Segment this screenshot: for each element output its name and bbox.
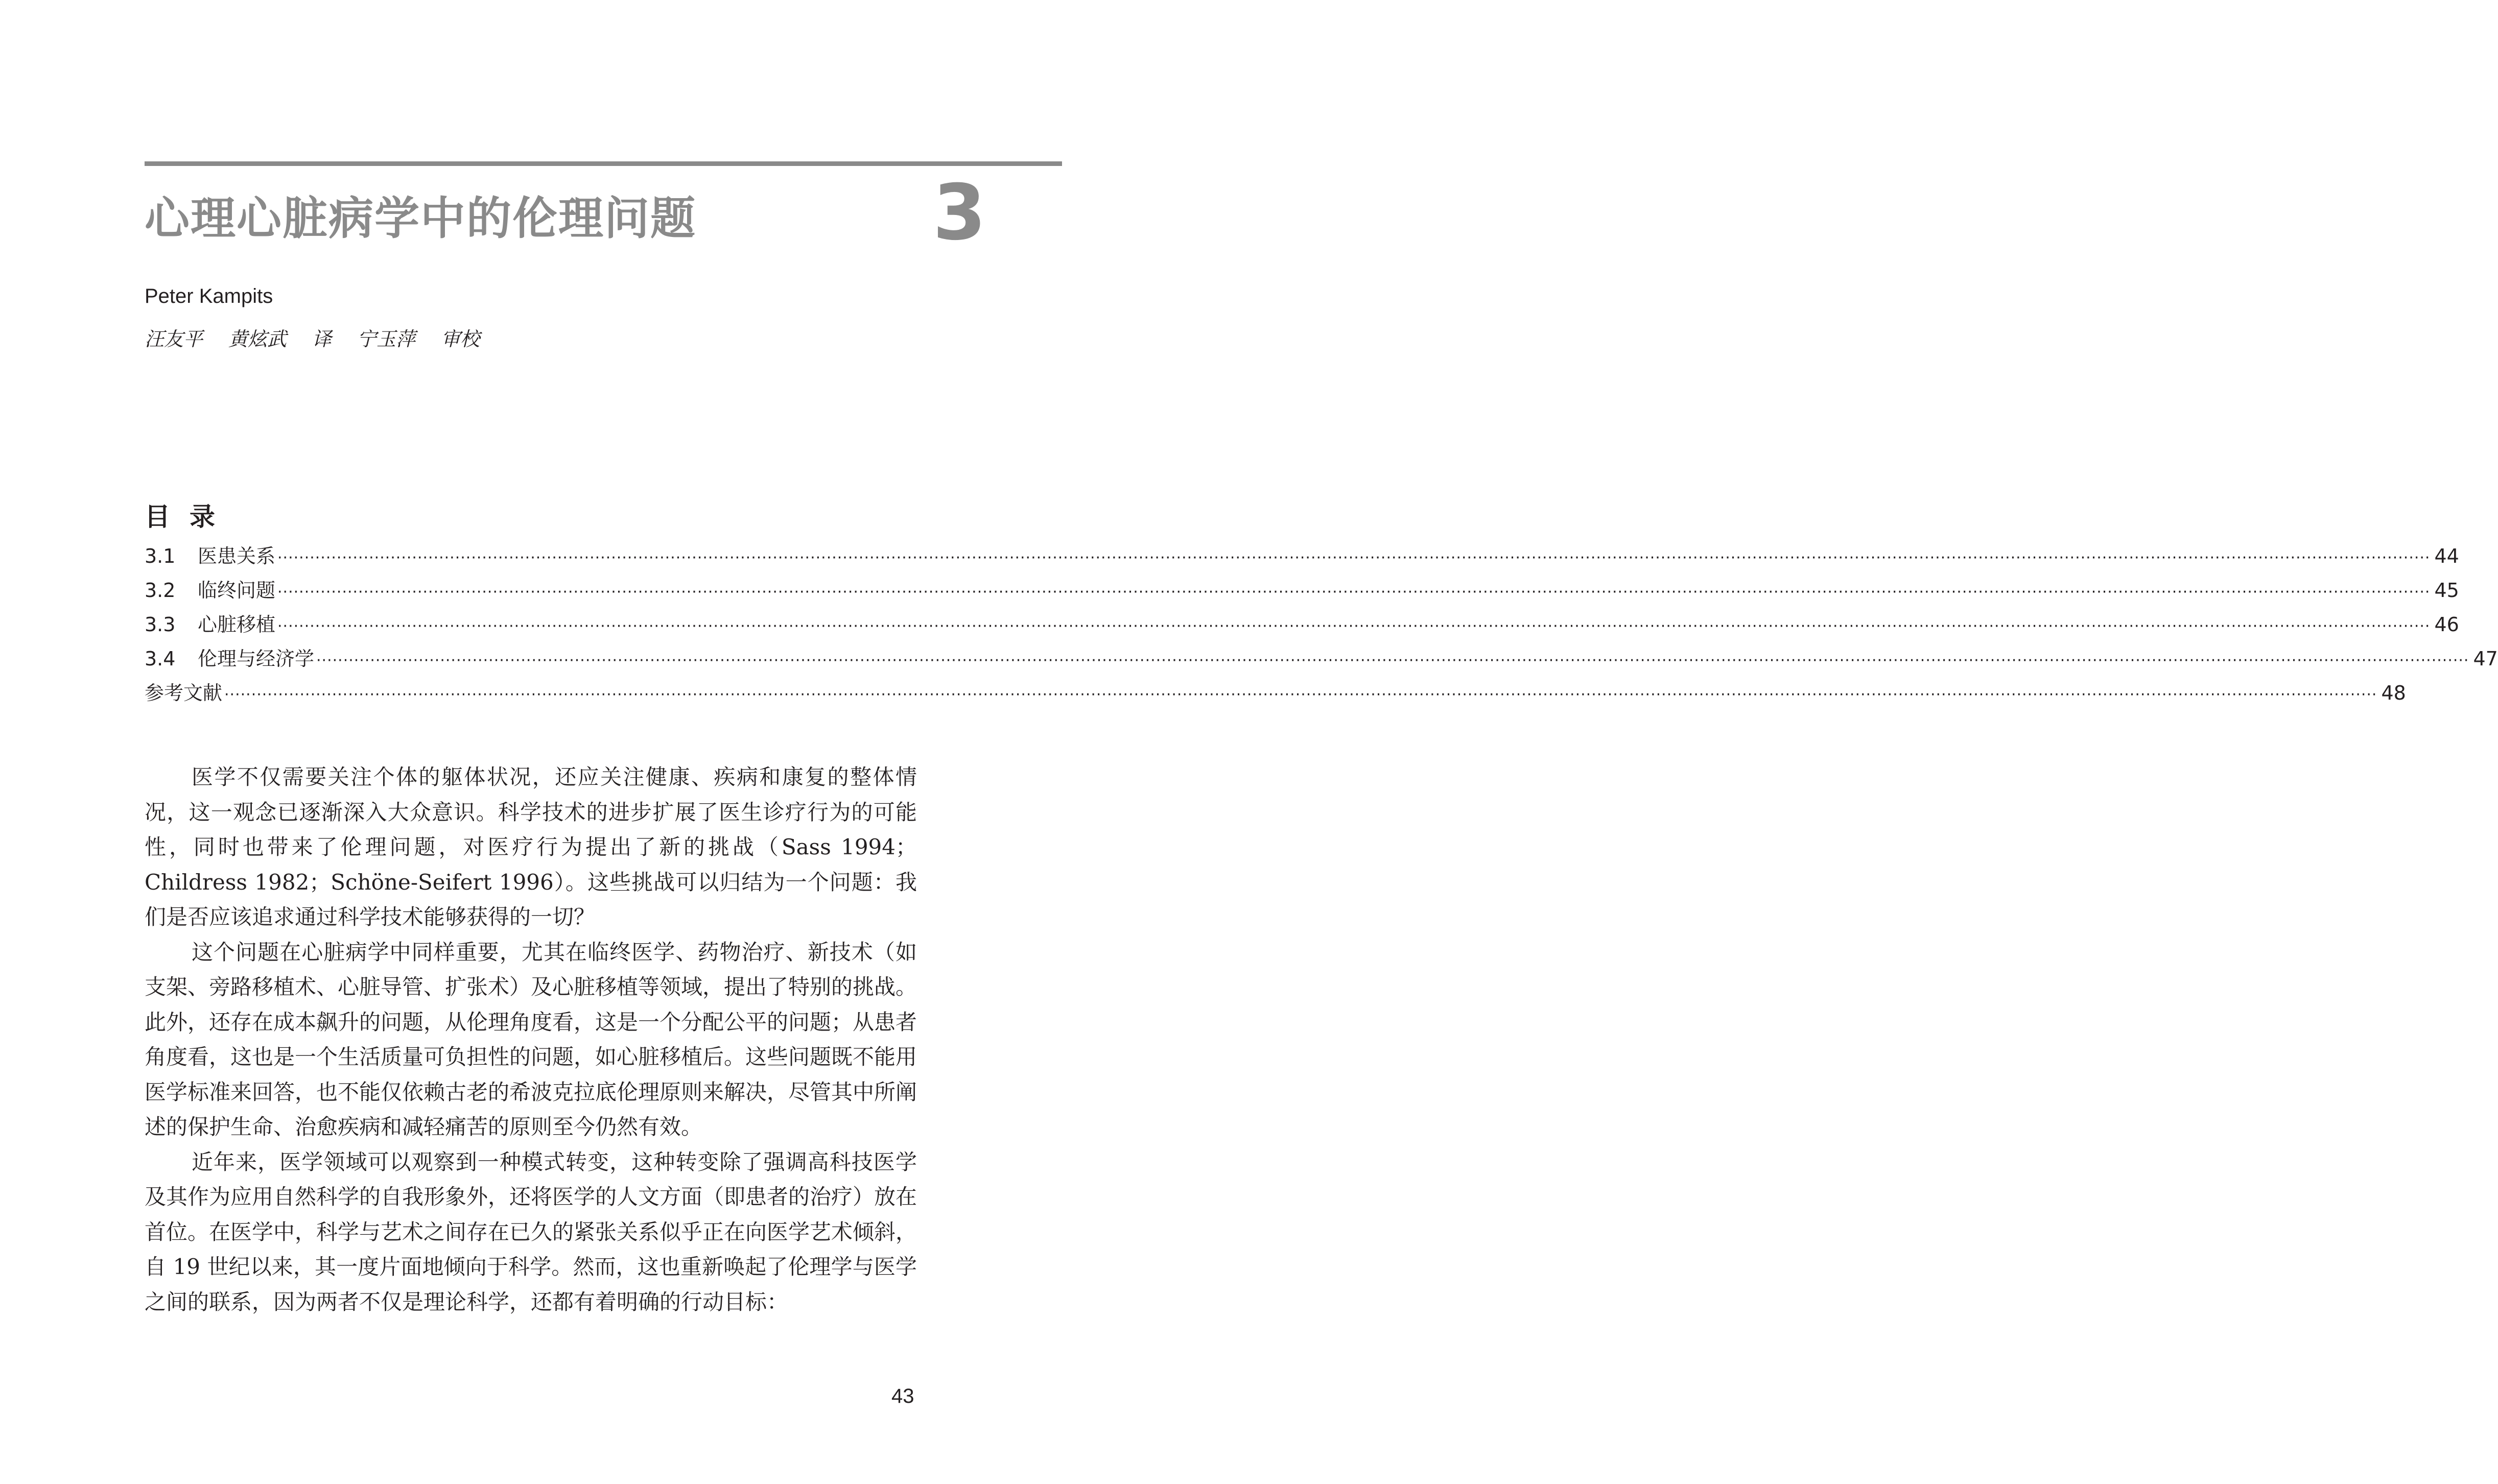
toc-entry-page: 45 xyxy=(2434,579,2459,602)
toc-entry-page: 46 xyxy=(2434,613,2459,636)
toc-leader-dots: ················································································································································································································································································································································································································ xyxy=(277,549,2431,567)
toc-entry-number: 3.4 xyxy=(145,648,176,670)
toc-heading: 目录 xyxy=(145,502,234,532)
reviewer-name: 宁玉萍 xyxy=(357,328,416,350)
toc-entry-title: 参考文献 xyxy=(145,682,223,704)
translation-role: 译 xyxy=(312,328,332,350)
toc-entry-number: 3.2 xyxy=(145,579,176,602)
toc-leader-dots: ················································································································································································································································································································································································································ xyxy=(224,686,2377,704)
toc-leader-dots: ················································································································································································································································································································································································································ xyxy=(316,652,2469,669)
toc-entry-page: 44 xyxy=(2434,545,2459,567)
toc-leader-dots: ················································································································································································································································································································································································································ xyxy=(277,583,2431,601)
chapter-header-rule xyxy=(145,161,1062,166)
translator-name: 黄炫武 xyxy=(228,328,287,350)
toc-entry-title: 伦理与经济学 xyxy=(198,648,315,670)
toc-entry-references[interactable] xyxy=(145,677,2406,711)
toc-entry-title: 心脏移植 xyxy=(198,613,276,636)
toc-leader-dots: ················································································································································································································································································································································································································ xyxy=(277,617,2431,635)
table-of-contents xyxy=(145,540,2498,711)
body-text xyxy=(145,760,917,1320)
paragraph: 近年来，医学领域可以观察到一种模式转变，这种转变除了强调高科技医学及其作为应用自然科学的自我形象外，还将医学的人文方面（即患者的治疗）放在首位。在医学中，科学与艺术之间存在已久的紧张关系似乎正在向医学艺术倾斜，自 19 世纪以来，其一度片面地倾向于科学。然而，这也重新唤起了伦理学与医学之间的联系，因为两者不仅是理论科学，还都有着明确的行动目标： xyxy=(145,1149,917,1314)
toc-entry-title: 临终问题 xyxy=(198,579,276,602)
toc-entry-page: 48 xyxy=(2381,682,2406,704)
translator-name: 汪友平 xyxy=(145,328,203,350)
toc-entry[interactable] xyxy=(145,575,2459,609)
paragraph: 医学不仅需要关注个体的躯体状况，还应关注健康、疾病和康复的整体情况，这一观念已逐渐深入大众意识。科学技术的进步扩展了医生诊疗行为的可能性，同时也带来了伦理问题，对医疗行为提出了新的挑战（Sass 1994；Childress 1982；Schöne-Seifert 1996）。这些挑战可以归结为一个问题：我们是否应该追求通过科学技术能够获得的一切？ xyxy=(145,764,917,929)
review-role: 审校 xyxy=(441,328,480,350)
toc-entry[interactable] xyxy=(145,540,2459,575)
chapter-title: 心理心脏病学中的伦理问题 xyxy=(145,192,697,245)
toc-entry-page: 47 xyxy=(2473,648,2498,670)
page-number: 43 xyxy=(891,1385,914,1407)
toc-entry-number: 3.3 xyxy=(145,613,176,636)
toc-entry-number: 3.1 xyxy=(145,545,176,567)
toc-entry[interactable] xyxy=(145,609,2459,643)
toc-entry[interactable] xyxy=(145,643,2498,677)
toc-entry-title: 医患关系 xyxy=(198,545,276,567)
author-name: Peter Kampits xyxy=(145,285,273,307)
paragraph: 这个问题在心脏病学中同样重要，尤其在临终医学、药物治疗、新技术（如支架、旁路移植术、心脏导管、扩张术）及心脏移植等领域，提出了特别的挑战。此外，还存在成本飙升的问题，从伦理角度看，这是一个分配公平的问题；从患者角度看，这也是一个生活质量可负担性的问题，如心脏移植后。这些问题既不能用医学标准来回答，也不能仅依赖古老的希波克拉底伦理原则来解决，尽管其中所阐述的保护生命、治愈疾病和减轻痛苦的原则至今仍然有效。 xyxy=(145,939,917,1139)
chapter-number: 3 xyxy=(933,169,986,257)
translator-credits xyxy=(145,323,505,351)
